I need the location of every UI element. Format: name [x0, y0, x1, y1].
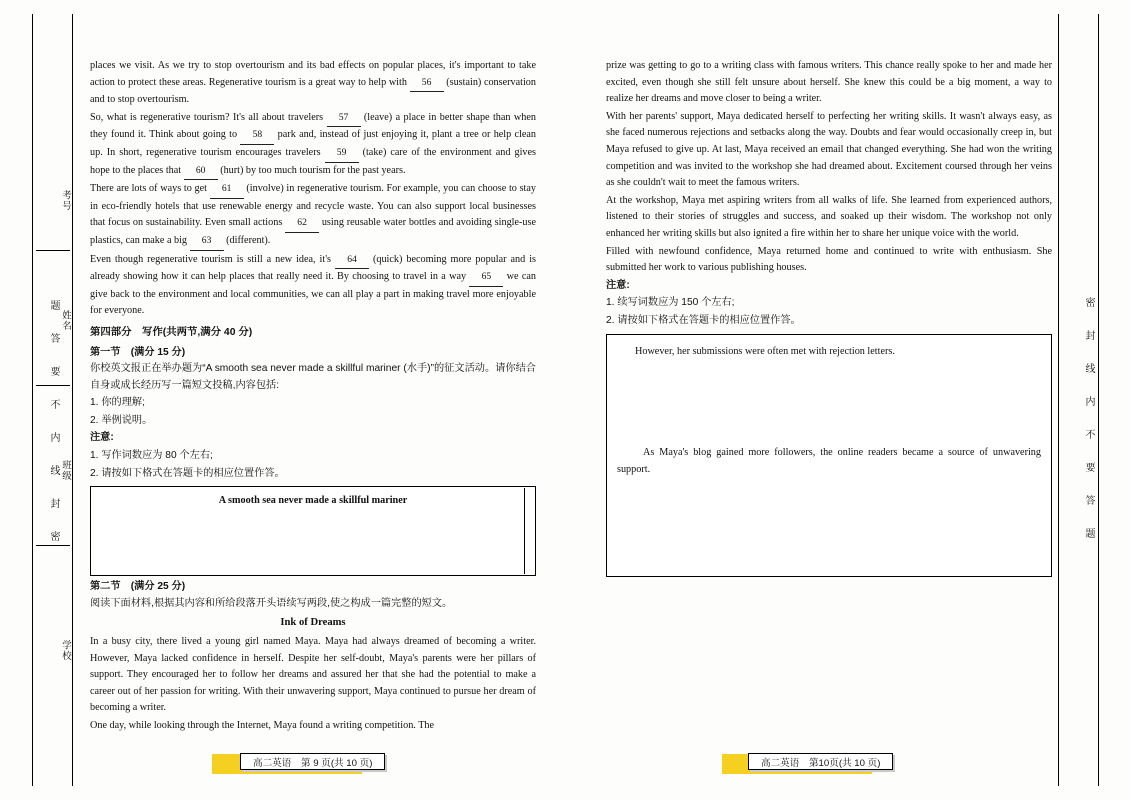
right-paragraph-2: With her parents' support, Maya dedicated herself to perfecting her writing skills. It wasn't always easy, as she faced numerous rejections and setbacks along the way. Doubts and fear would occasionally creep in, but Maya refused to give up. At last, Maya received an email that changed everything. She had won the writing competition and was invited to the workshop she had dreamed about. Excitement coursed through her veins as she couldn't wait to meet the famous writers. — [606, 110, 1052, 189]
cloze-blank-57[interactable]: 57 — [327, 110, 361, 128]
cloze-blank-56[interactable]: 56 — [410, 75, 444, 93]
margin-label-name: 姓名 — [60, 309, 70, 331]
essay-answer-box[interactable] — [90, 486, 536, 576]
section-one-item-1: 1. 你的理解; — [90, 397, 145, 409]
right-paragraph-4: Filled with newfound confidence, Maya returned home and continued to write with enthusiasm. She submitted her work to various publishing houses. — [606, 245, 1052, 274]
margin-label-class: 班级 — [60, 459, 70, 481]
footer-page-right: 高二英语 第10页(共 10 页) — [748, 753, 893, 770]
cloze-blank-58[interactable]: 58 — [240, 127, 274, 145]
cloze-blank-60[interactable]: 60 — [184, 163, 218, 181]
seal-line-text-right: 密 封 线 内 不 要 答 题 — [1083, 296, 1094, 544]
right-notes-label: 注意: — [606, 279, 630, 291]
cloze-passage — [90, 58, 536, 320]
margin-divider-1 — [36, 250, 70, 251]
story-title: Ink of Dreams — [280, 617, 346, 629]
essay-box-title: A smooth sea never made a skillful mariner — [218, 495, 408, 507]
section-two-title: 第二节 (满分 25 分) — [90, 581, 186, 593]
cloze-blank-63[interactable]: 63 — [190, 233, 224, 251]
left-inner-rule — [72, 14, 73, 786]
story-paragraph-2: One day, while looking through the Internet, Maya found a writing competition. The — [90, 720, 435, 731]
cloze-paragraph: places we visit. As we try to stop overtourism and its bad effects on popular places, it's important to take action to protect these areas. Regenerative tourism is a great way to help with 56 (sustain) conservation and to stop overtourism. — [90, 60, 536, 106]
continuation-prompt-2: As Maya's blog gained more followers, the online readers became a source of unwavering support. — [617, 446, 1041, 475]
part-four-title: 第四部分 写作(共两节,满分 40 分) — [90, 326, 253, 338]
right-outer-rule — [1098, 14, 1099, 786]
right-note-1: 1. 续写词数应为 150 个左右; — [606, 297, 735, 309]
margin-label-school: 学校 — [60, 639, 70, 661]
continuation-answer-box[interactable] — [606, 334, 1052, 577]
section-one-prompt: 你校英文报正在举办题为“A smooth sea never made a skillful mariner (水手)”的征文活动。请你结合自身或成长经历写一篇短文投稿,内容包括: — [90, 363, 536, 391]
section-one-note-2: 2. 请按如下格式在答题卡的相应位置作答。 — [90, 467, 285, 479]
cloze-paragraph: There are lots of ways to get 61 (involve) in regenerative tourism. For example, you can choose to stay in eco-friendly hotels that use renewable energy and recycle waste. You can also support local businesses that focus on sustainability. Even small actions 62 using reusable water bottles and avoiding single-use plastics, can make a big 63 (different). — [90, 181, 536, 250]
cloze-paragraph: So, what is regenerative tourism? It's all about travelers 57 (leave) a place in better shape than when they found it. Think about going to 58 park and, instead of just enjoying it, plant a tree or help clean up. In short, regenerative tourism encourages travelers 59 (take) care of the environment and gives hope to the places that 60 (hurt) by too much tourism for the past years. — [90, 110, 536, 180]
right-note-2: 2. 请按如下格式在答题卡的相应位置作答。 — [606, 314, 801, 326]
section-one-title: 第一节 (满分 15 分) — [90, 346, 186, 358]
cloze-blank-65[interactable]: 65 — [469, 269, 503, 287]
cloze-paragraph: Even though regenerative tourism is still a new idea, it's 64 (quick) becoming more popular and is already showing how it can help places that really need it. By choosing to travel in a way 65 we can give back to the environment and local communities, we can all play a part in making travel more enjoyable for everyone. — [90, 253, 536, 317]
cloze-blank-59[interactable]: 59 — [325, 145, 359, 163]
section-one-notes-label: 注意: — [90, 432, 114, 444]
section-one-note-1: 1. 写作词数应为 80 个左右; — [90, 450, 213, 462]
essay-box-inner-rule — [524, 488, 525, 574]
margin-label-exam-number: 考号 — [60, 189, 70, 211]
left-text-column — [90, 58, 536, 736]
seal-line-text-left: 题 答 要 不 内 线 封 密 — [48, 300, 59, 547]
continuation-prompt-1: However, her submissions were often met with rejection letters. — [635, 345, 895, 357]
right-paragraph-3: At the workshop, Maya met aspiring writers from all walks of life. She learned from experienced authors, listened to their stories of struggles and success, and soaked up their wisdom. The workshop not only enhanced her writing skills but also ignited a fire within her to share her unique voice with the world. — [606, 194, 1052, 239]
right-text-column — [606, 58, 1052, 577]
section-two-prompt: 阅读下面材料,根据其内容和所给段落开头语续写两段,使之构成一篇完整的短文。 — [90, 597, 453, 609]
cloze-blank-62[interactable]: 62 — [285, 215, 319, 233]
section-one-item-2: 2. 举例说明。 — [90, 414, 153, 426]
cloze-blank-64[interactable]: 64 — [335, 252, 369, 270]
cloze-blank-61[interactable]: 61 — [210, 181, 244, 199]
right-paragraph-1: prize was getting to go to a writing class with famous writers. This chance really spoke to her and made her excited, even though she still felt unsure about herself. She knew this could be a big moment, a way to realize her dreams and move closer to being a writer. — [606, 60, 1052, 105]
story-paragraph-1: In a busy city, there lived a young girl named Maya. Maya had always dreamed of becoming a writer. However, Maya lacked confidence in herself. Despite her self-doubt, Maya's parents were her pillars of support. They encouraged her to follow her dreams and assured her that she had the potential to make a career out of her passion for writing. With their unwavering support, Maya continued to pursue her dream of becoming a writer. — [90, 636, 536, 714]
left-outer-rule — [32, 14, 33, 786]
footer-page-left: 高二英语 第 9 页(共 10 页) — [240, 753, 385, 770]
